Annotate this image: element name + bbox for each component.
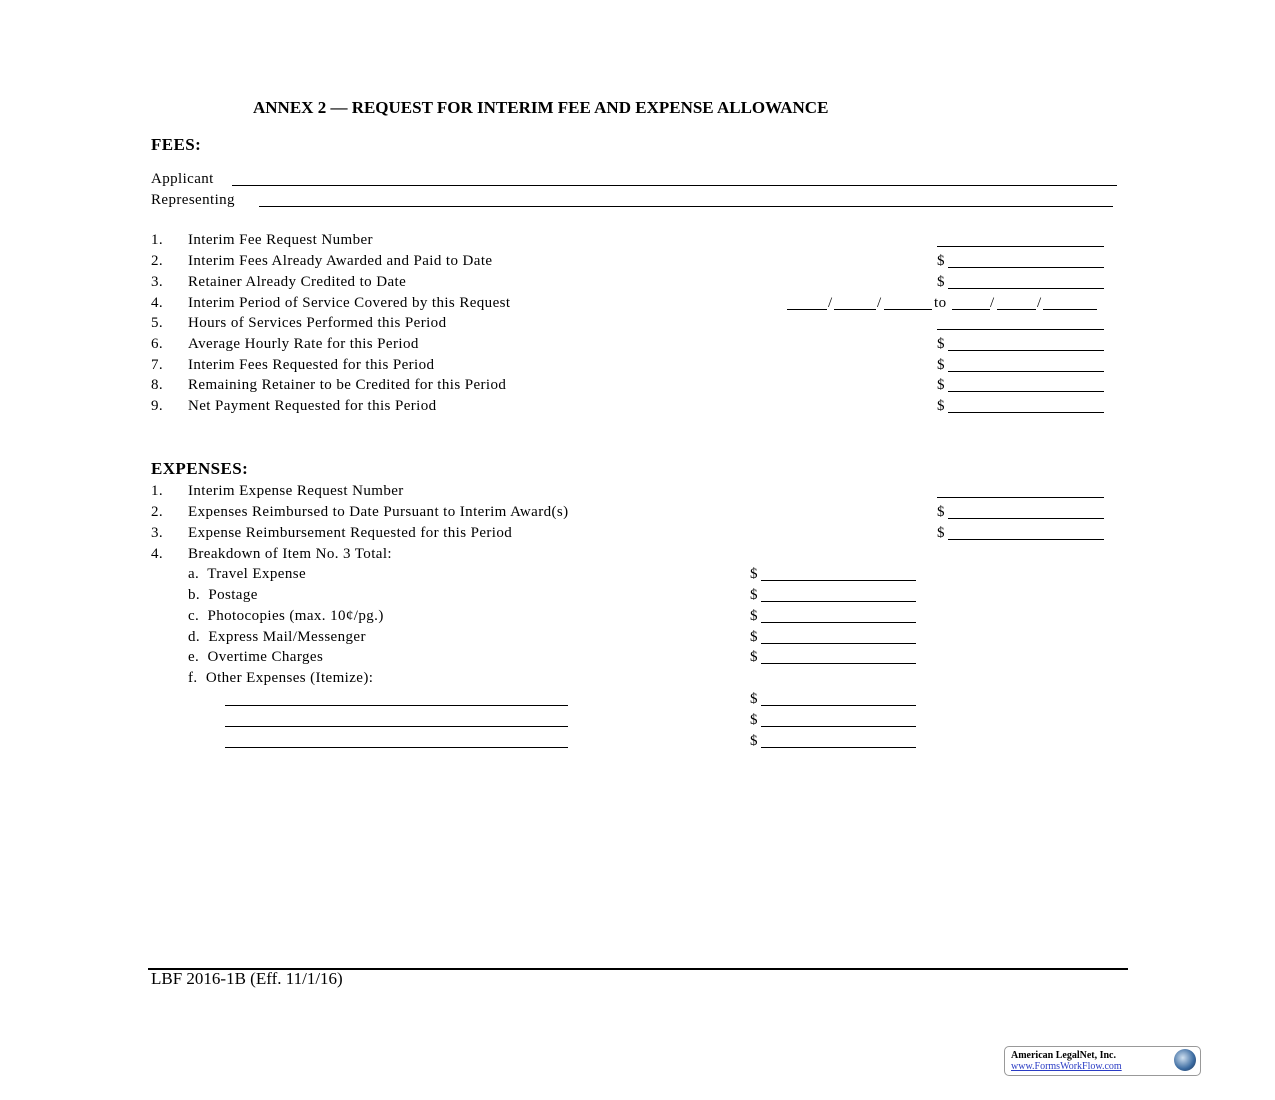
breakdown-amount-field[interactable] xyxy=(761,663,916,664)
breakdown-item-label: d. Express Mail/Messenger xyxy=(188,629,366,645)
fee-item-label: Hours of Services Performed this Period xyxy=(188,315,447,331)
fee-item-label: Interim Fee Request Number xyxy=(188,232,373,248)
breakdown-item-label: f. Other Expenses (Itemize): xyxy=(188,670,374,686)
date-field[interactable] xyxy=(787,309,827,310)
breakdown-dollar-sign: $ xyxy=(750,566,758,582)
applicant-label: Applicant xyxy=(151,171,214,187)
logo-badge xyxy=(1004,1046,1201,1076)
breakdown-dollar-sign: $ xyxy=(750,587,758,603)
expense-item-label: Expense Reimbursement Requested for this Period xyxy=(188,525,513,541)
fee-item-field[interactable] xyxy=(948,412,1104,413)
form-id: LBF 2016-1B (Eff. 11/1/16) xyxy=(151,969,343,988)
fee-item-field[interactable] xyxy=(948,288,1104,289)
breakdown-item-label: c. Photocopies (max. 10¢/pg.) xyxy=(188,608,384,624)
breakdown-amount-field[interactable] xyxy=(761,643,916,644)
fee-item-number: 3. xyxy=(151,274,164,290)
expense-item-field[interactable] xyxy=(937,497,1104,498)
date-field[interactable] xyxy=(884,309,932,310)
fee-item-number: 1. xyxy=(151,232,164,248)
fee-item-dollar-sign: $ xyxy=(937,398,945,414)
fee-item-dollar-sign: $ xyxy=(937,357,945,373)
logo-url[interactable]: www.FormsWorkFlow.com xyxy=(1011,1061,1122,1072)
expense-item-dollar-sign: $ xyxy=(937,525,945,541)
other-expense-dollar-sign: $ xyxy=(750,691,758,707)
fee-item-field[interactable] xyxy=(937,329,1104,330)
fee-item-number: 2. xyxy=(151,253,164,269)
fee-item-number: 9. xyxy=(151,398,164,414)
fee-item-label: Interim Period of Service Covered by this Request xyxy=(188,295,511,311)
breakdown-dollar-sign: $ xyxy=(750,608,758,624)
fee-item-field[interactable] xyxy=(948,391,1104,392)
globe-icon xyxy=(1174,1049,1196,1071)
applicant-field[interactable] xyxy=(232,185,1117,186)
fees-heading: FEES: xyxy=(151,135,202,154)
fee-item-dollar-sign: $ xyxy=(937,377,945,393)
representing-field[interactable] xyxy=(259,206,1113,207)
fee-item-number: 5. xyxy=(151,315,164,331)
date-to-label: to xyxy=(934,295,947,311)
fee-item-dollar-sign: $ xyxy=(937,336,945,352)
fee-item-label: Interim Fees Requested for this Period xyxy=(188,357,435,373)
expense-item-dollar-sign: $ xyxy=(937,504,945,520)
fee-item-label: Retainer Already Credited to Date xyxy=(188,274,407,290)
breakdown-dollar-sign: $ xyxy=(750,649,758,665)
fee-item-label: Net Payment Requested for this Period xyxy=(188,398,437,414)
date-separator: / xyxy=(990,295,995,311)
breakdown-amount-field[interactable] xyxy=(761,601,916,602)
fee-item-field[interactable] xyxy=(948,350,1104,351)
date-separator: / xyxy=(877,295,882,311)
other-expense-description-field[interactable] xyxy=(225,726,568,727)
expense-item-field[interactable] xyxy=(948,539,1104,540)
fee-item-number: 7. xyxy=(151,357,164,373)
other-expense-amount-field[interactable] xyxy=(761,747,916,748)
fee-item-dollar-sign: $ xyxy=(937,274,945,290)
date-separator: / xyxy=(1037,295,1042,311)
fee-item-field[interactable] xyxy=(937,246,1104,247)
expense-item-number: 2. xyxy=(151,504,164,520)
expense-item-label: Interim Expense Request Number xyxy=(188,483,404,499)
expense-item-number: 3. xyxy=(151,525,164,541)
date-separator: / xyxy=(828,295,833,311)
date-field[interactable] xyxy=(834,309,876,310)
expense-item-number: 4. xyxy=(151,546,164,562)
breakdown-item-label: a. Travel Expense xyxy=(188,566,307,582)
other-expense-dollar-sign: $ xyxy=(750,733,758,749)
expenses-heading: EXPENSES: xyxy=(151,459,249,478)
expense-item-field[interactable] xyxy=(948,518,1104,519)
breakdown-item-label: b. Postage xyxy=(188,587,258,603)
other-expense-amount-field[interactable] xyxy=(761,705,916,706)
fee-item-number: 4. xyxy=(151,295,164,311)
fee-item-label: Interim Fees Already Awarded and Paid to Date xyxy=(188,253,493,269)
breakdown-amount-field[interactable] xyxy=(761,622,916,623)
breakdown-item-label: e. Overtime Charges xyxy=(188,649,324,665)
expense-item-label: Expenses Reimbursed to Date Pursuant to Interim Award(s) xyxy=(188,504,569,520)
other-expense-description-field[interactable] xyxy=(225,705,568,706)
expense-item-label: Breakdown of Item No. 3 Total: xyxy=(188,546,392,562)
date-field[interactable] xyxy=(997,309,1036,310)
other-expense-dollar-sign: $ xyxy=(750,712,758,728)
logo-company: American LegalNet, Inc. xyxy=(1011,1050,1116,1061)
fee-item-number: 8. xyxy=(151,377,164,393)
fee-item-label: Remaining Retainer to be Credited for this Period xyxy=(188,377,507,393)
date-field[interactable] xyxy=(952,309,990,310)
fee-item-field[interactable] xyxy=(948,267,1104,268)
expense-item-number: 1. xyxy=(151,483,164,499)
representing-label: Representing xyxy=(151,192,235,208)
fee-item-field[interactable] xyxy=(948,371,1104,372)
page-title: ANNEX 2 — REQUEST FOR INTERIM FEE AND EXPENSE ALLOWANCE xyxy=(253,98,829,117)
fee-item-number: 6. xyxy=(151,336,164,352)
breakdown-amount-field[interactable] xyxy=(761,580,916,581)
other-expense-amount-field[interactable] xyxy=(761,726,916,727)
breakdown-dollar-sign: $ xyxy=(750,629,758,645)
other-expense-description-field[interactable] xyxy=(225,747,568,748)
fee-item-label: Average Hourly Rate for this Period xyxy=(188,336,419,352)
date-field[interactable] xyxy=(1043,309,1097,310)
fee-item-dollar-sign: $ xyxy=(937,253,945,269)
